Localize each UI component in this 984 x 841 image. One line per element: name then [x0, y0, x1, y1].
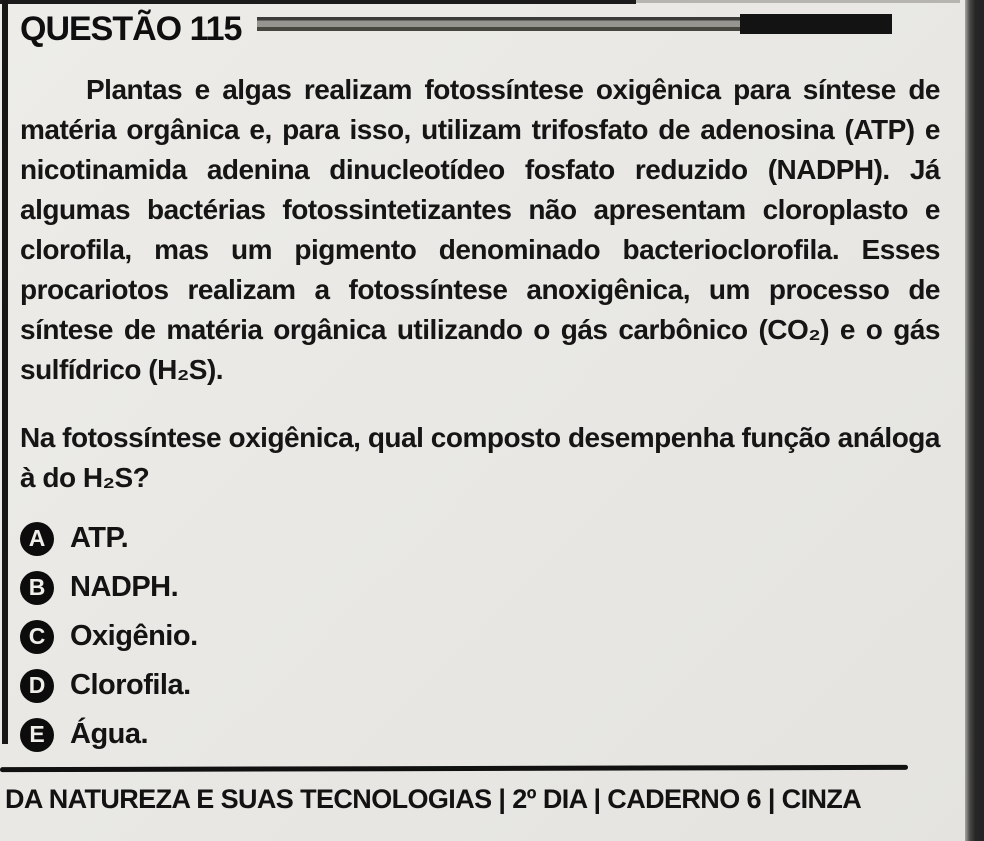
option-e-text: Água.: [70, 718, 149, 750]
footer-exam-section-bar: DA NATUREZA E SUAS TECNOLOGIAS | 2º DIA | CADERNO 6 | CINZA: [5, 784, 862, 814]
scan-right-edge-strip: [965, 0, 984, 841]
question-content: [20, 0, 940, 759]
option-d-letter-badge: D: [20, 669, 54, 703]
option-b-text: NADPH.: [70, 571, 179, 603]
option-a-text: ATP.: [70, 522, 129, 554]
option-b-letter-badge: B: [20, 571, 54, 605]
header-rule: [257, 17, 890, 31]
option-c-text: Oxigênio.: [70, 620, 198, 652]
option-e: [20, 710, 940, 759]
option-b: [20, 563, 940, 612]
footer-divider-rule: [0, 765, 908, 772]
options-list: [20, 514, 940, 759]
question-header: [20, 2, 940, 56]
scan-left-border-line: [2, 0, 8, 744]
header-rule-black-end: [740, 14, 892, 34]
option-e-letter-badge: E: [20, 718, 54, 752]
option-c: [20, 612, 940, 661]
option-d: [20, 661, 940, 710]
option-c-letter-badge: C: [20, 620, 54, 654]
option-d-text: Clorofila.: [70, 669, 191, 701]
option-a: [20, 514, 940, 563]
question-stem: Na fotossíntese oxigênica, qual composto desempenha função análoga à do H₂S?: [20, 422, 940, 493]
option-a-letter-badge: A: [20, 522, 54, 556]
question-passage: Plantas e algas realizam fotossíntese oxigênica para síntese de matéria orgânica e, para isso, utilizam trifosfato de adenosina (ATP) e nicotinamida adenina dinucleotídeo fosfato reduzido (NADPH). Já algumas bactérias fotossintetizantes não apresentam cloroplasto e clorofila, mas um pigmento denominado bacterioclorofila. Esses procariotos realizam a fotossíntese anoxigênica, um processo de síntese de matéria orgânica utilizando o gás carbônico (CO₂) e o gás sulfídrico (H₂S).: [20, 74, 940, 385]
question-number-label: QUESTÃO 115: [20, 9, 242, 48]
